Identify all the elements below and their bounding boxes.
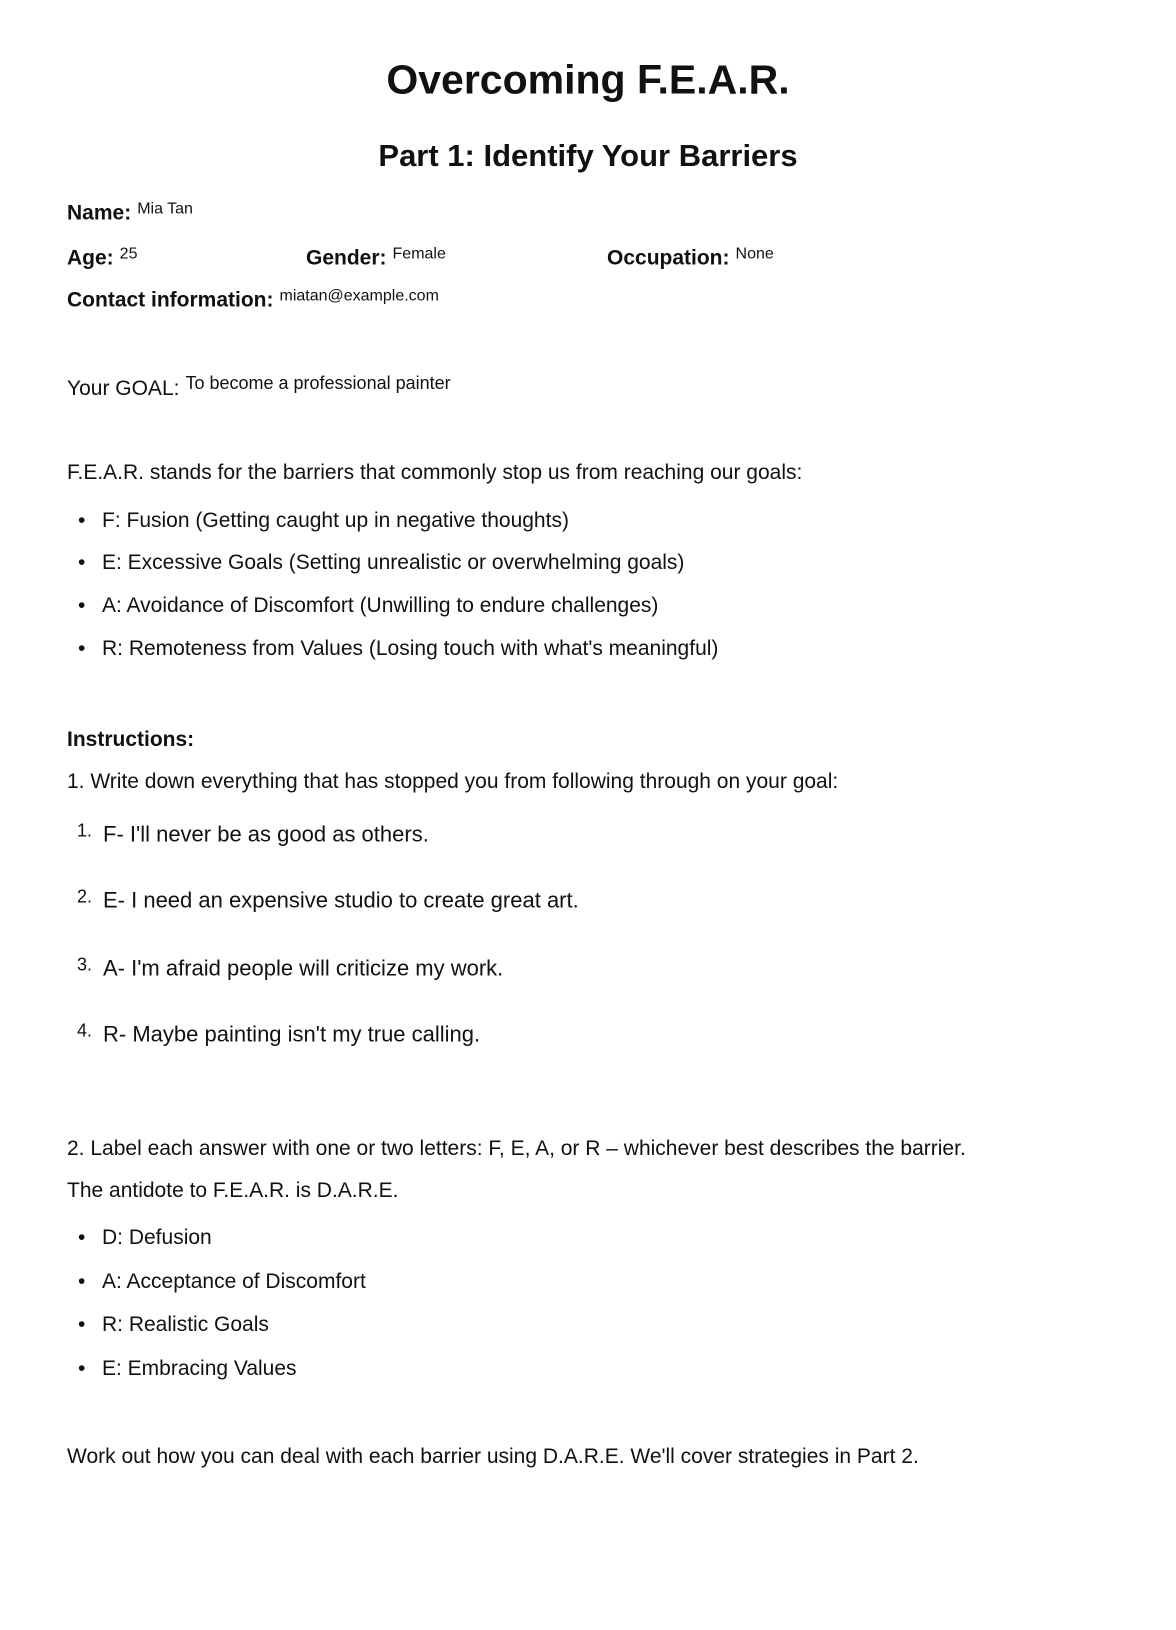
fear-item: • A: Avoidance of Discomfort (Unwilling to endure challenges)	[78, 594, 658, 618]
fear-item: • R: Remoteness from Values (Losing touch with what's meaningful)	[78, 637, 718, 661]
answer-item[interactable]: 1. F- I'll never be as good as others.	[77, 820, 429, 847]
closing-text: Work out how you can deal with each barrier using D.A.R.E. We'll cover strategies in Part 2.	[67, 1445, 919, 1468]
page-subtitle: Part 1: Identify Your Barriers	[378, 138, 798, 173]
dare-item: • A: Acceptance of Discomfort	[78, 1270, 366, 1294]
fear-item: • F: Fusion (Getting caught up in negative thoughts)	[78, 509, 569, 533]
instructions-heading: Instructions:	[67, 728, 195, 751]
age-field: Age: $^{25}$	[67, 245, 138, 270]
dare-item: • E: Embracing Values	[78, 1357, 297, 1381]
contact-value[interactable]: miatan@example.com	[279, 287, 439, 305]
fear-item: • E: Excessive Goals (Setting unrealistic or overwhelming goals)	[78, 551, 684, 575]
answer-item[interactable]: 4. R- Maybe painting isn't my true calling.	[77, 1020, 481, 1047]
occupation-field: Occupation: $^{None}$	[607, 245, 774, 270]
age-value[interactable]: 25	[119, 245, 138, 263]
occupation-value[interactable]: None	[735, 245, 774, 263]
answer-item[interactable]: 2. E- I need an expensive studio to create great art.	[77, 886, 579, 913]
name-value[interactable]: Mia Tan	[137, 200, 193, 218]
page-title: Overcoming F.E.A.R.	[386, 56, 790, 103]
answer-item[interactable]: 3. A- I'm afraid people will criticize my work.	[77, 954, 504, 981]
contact-field: Contact information: $^{miatan@example.com}$	[67, 287, 439, 312]
dare-item: • D: Defusion	[78, 1226, 212, 1250]
gender-field: Gender: $^{Female}$	[306, 245, 446, 270]
fear-intro: F.E.A.R. stands for the barriers that commonly stop us from reaching our goals:	[67, 461, 803, 484]
gender-value[interactable]: Female	[392, 245, 446, 263]
goal-value[interactable]: To become a professional painter	[185, 373, 451, 393]
step-2: 2. Label each answer with one or two letters: F, E, A, or R – whichever best describes the barrier.	[67, 1137, 966, 1160]
dare-item: • R: Realistic Goals	[78, 1313, 269, 1337]
antidote-text: The antidote to F.E.A.R. is D.A.R.E.	[67, 1179, 399, 1202]
goal-field: Your GOAL: To become a professional painter	[67, 373, 451, 400]
step-1: 1. Write down everything that has stopped you from following through on your goal:	[67, 770, 839, 793]
name-field: Name: $^{Mia Tan}$	[67, 200, 193, 225]
